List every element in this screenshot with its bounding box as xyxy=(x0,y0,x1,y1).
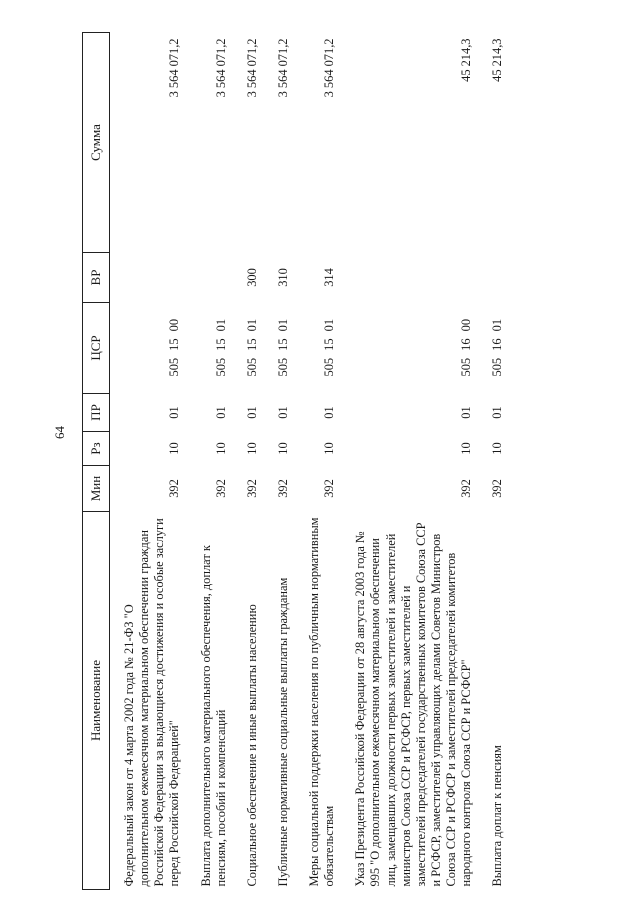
table-row xyxy=(341,33,478,890)
row-min: 392 xyxy=(322,479,337,498)
row-sum: 3 564 071,2 xyxy=(213,38,228,98)
column-header-min: Мин xyxy=(83,466,110,512)
row-name: Указ Президента Российской Федерации от 28 августа 2003 года № 995 "О дополнительном ежемесячном материальном обеспечении лиц, замещавших должности первых заместителей и заместителей министров Союза ССР и РСФСР, первых заместителей и заместителей председателей государственных комитетов Союза ССР и РСФСР, заместителей управляющих делами Советов Министров Союза ССР и РСФСР и заместителей председателей комитетов народного контроля Союза ССР и РСФСР" xyxy=(353,522,474,887)
row-name: Социальное обеспечение и иные выплаты населению xyxy=(244,604,259,887)
row-name: Федеральный закон от 4 марта 2002 года № 21-ФЗ "О дополнительном ежемесячном материальном обеспечении граждан Российской Федерации за выдающиеся достижения и особые заслуги перед Российской Федерацией" xyxy=(122,518,182,887)
row-csr: 505 15 01 xyxy=(213,318,228,377)
row-vr: 300 xyxy=(244,268,259,287)
column-header-csr: ЦСР xyxy=(83,303,110,394)
row-name: Меры социальной поддержки населения по публичным нормативным обязательствам xyxy=(307,517,337,887)
row-rz: 10 xyxy=(167,442,182,455)
row-min: 392 xyxy=(167,479,182,498)
row-vr xyxy=(187,253,233,303)
row-pr: 01 xyxy=(322,406,337,419)
page-number: 64 xyxy=(52,426,67,439)
row-vr: 310 xyxy=(275,268,290,287)
row-csr: 505 15 00 xyxy=(167,318,182,377)
row-pr: 01 xyxy=(459,406,474,419)
row-min: 392 xyxy=(213,479,228,498)
column-header-vr: ВР xyxy=(83,253,110,303)
table-row xyxy=(110,33,187,890)
row-csr: 505 15 01 xyxy=(244,318,259,377)
row-csr: 505 16 00 xyxy=(459,318,474,377)
table-header-row xyxy=(83,33,110,890)
column-header-rz: Рз xyxy=(83,432,110,466)
row-name: Выплата доплат к пенсиям xyxy=(490,745,505,887)
row-pr: 01 xyxy=(490,406,505,419)
row-min: 392 xyxy=(275,479,290,498)
row-csr: 505 15 01 xyxy=(322,318,337,377)
row-rz: 10 xyxy=(322,442,337,455)
row-sum: 45 214,3 xyxy=(490,38,505,82)
row-pr: 01 xyxy=(275,406,290,419)
column-header-sum: Сумма xyxy=(83,33,110,253)
row-rz: 10 xyxy=(244,442,259,455)
row-sum: 3 564 071,2 xyxy=(275,38,290,98)
budget-table xyxy=(82,32,509,890)
row-vr xyxy=(110,253,187,303)
row-pr: 01 xyxy=(167,406,182,419)
table-row xyxy=(264,33,295,890)
row-vr: 314 xyxy=(322,268,337,287)
row-sum: 3 564 071,2 xyxy=(322,38,337,98)
row-csr: 505 15 01 xyxy=(275,318,290,377)
row-min: 392 xyxy=(459,479,474,498)
row-vr xyxy=(478,253,509,303)
row-name: Публичные нормативные социальные выплаты гражданам xyxy=(275,577,290,887)
row-min: 392 xyxy=(244,479,259,498)
table-row xyxy=(478,33,509,890)
column-header-pr: ПР xyxy=(83,394,110,432)
row-sum: 3 564 071,2 xyxy=(167,38,182,98)
row-sum: 45 214,3 xyxy=(459,38,474,82)
row-pr: 01 xyxy=(213,406,228,419)
row-csr: 505 16 01 xyxy=(490,318,505,377)
row-rz: 10 xyxy=(275,442,290,455)
row-rz: 10 xyxy=(459,442,474,455)
row-rz: 10 xyxy=(490,442,505,455)
row-pr: 01 xyxy=(244,406,259,419)
column-header-name: Наименование xyxy=(83,512,110,890)
table-row xyxy=(187,33,233,890)
table-row xyxy=(233,33,264,890)
row-vr xyxy=(341,253,478,303)
table-row xyxy=(295,33,341,890)
budget-table-sheet xyxy=(82,33,616,890)
row-min: 392 xyxy=(490,479,505,498)
row-sum: 3 564 071,2 xyxy=(244,38,259,98)
row-name: Выплата дополнительного материального обеспечения, доплат к пенсиям, пособий и компенсаций xyxy=(198,545,228,887)
row-rz: 10 xyxy=(213,442,228,455)
